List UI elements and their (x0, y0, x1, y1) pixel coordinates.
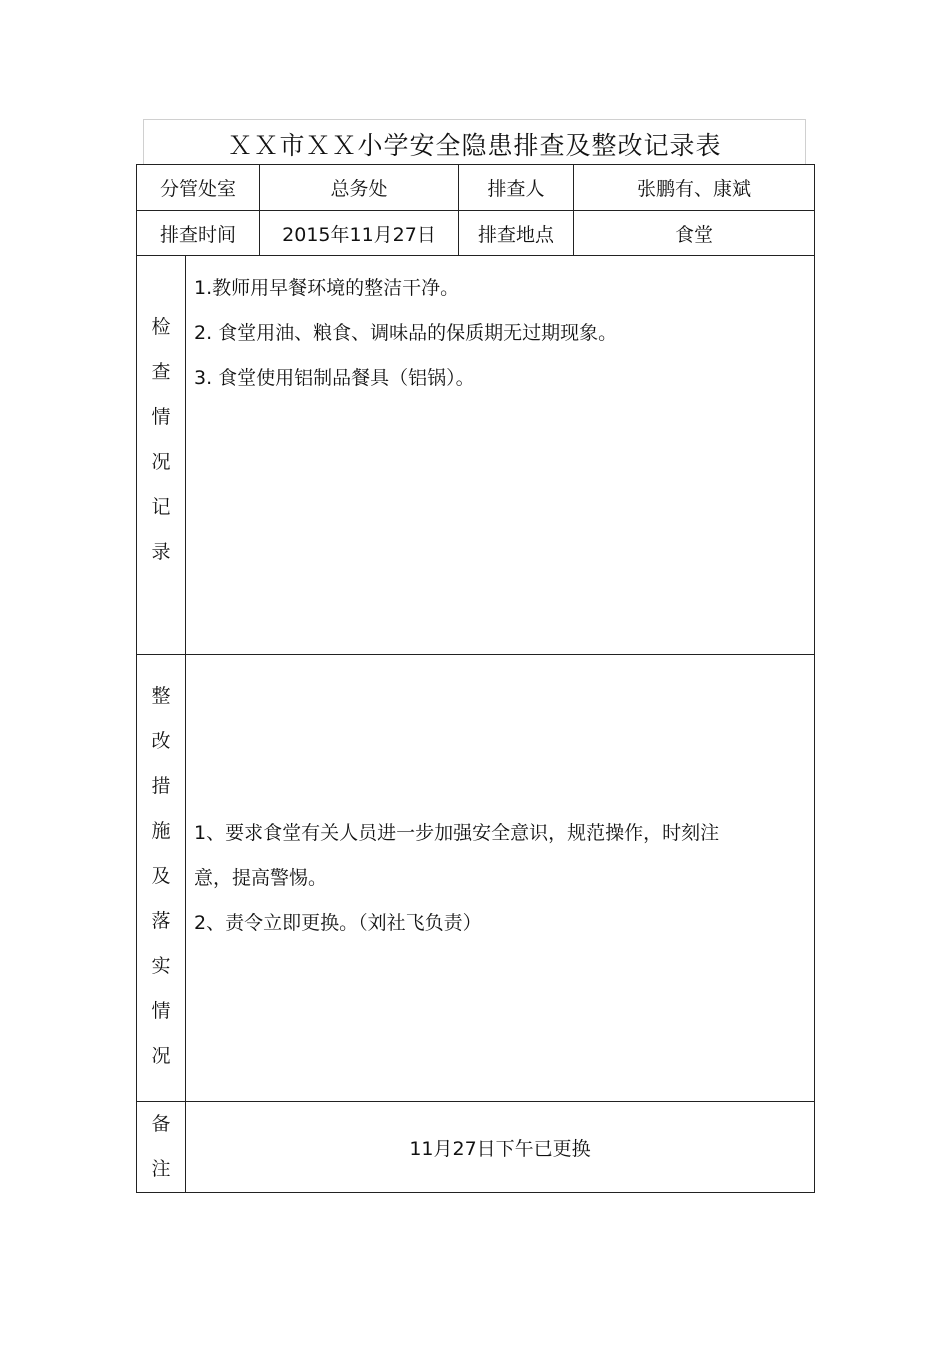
place-label: 排查地点 (459, 211, 574, 256)
rectification-label-char: 施 (151, 819, 171, 842)
rectification-label-char: 实 (151, 954, 171, 977)
rectification-label-char: 况 (151, 1044, 171, 1067)
inspection-row (137, 256, 815, 655)
inspection-label-char: 情 (151, 406, 171, 428)
rectification-label-char: 措 (151, 774, 171, 797)
header-row-2 (137, 211, 815, 256)
rectification-item: 2、责令立即更换。（刘社飞负责） (194, 911, 482, 934)
inspector-label: 排查人 (459, 165, 574, 211)
remarks-label (137, 1102, 186, 1193)
rectification-label-char: 整 (151, 684, 171, 707)
dept-label: 分管处室 (137, 165, 260, 211)
inspection-item: 1.教师用早餐环境的整洁干净。 (194, 277, 460, 299)
record-table (136, 164, 815, 1193)
rectification-label-char: 情 (151, 999, 171, 1022)
inspection-item: 3. 食堂使用铝制品餐具（铝锅）。 (194, 367, 475, 389)
time-label: 排查时间 (137, 211, 260, 256)
rectification-item: 意，提高警惕。 (194, 866, 328, 889)
rectification-label-char: 改 (151, 729, 171, 752)
inspection-label-char: 录 (151, 541, 171, 563)
inspection-label-char: 况 (151, 451, 171, 473)
rectification-label-char: 及 (151, 864, 171, 887)
inspection-label-char: 记 (151, 496, 171, 518)
inspector-value: 张鹏有、康斌 (574, 165, 815, 211)
time-value: 2015年11月27日 (260, 211, 459, 256)
remarks-row (137, 1102, 815, 1193)
remarks-content: 11月27日下午已更换 (186, 1102, 815, 1193)
page-title: ＸＸ市ＸＸ小学安全隐患排查及整改记录表 (227, 131, 722, 160)
rectification-label (137, 655, 186, 1102)
rectification-item: 1、要求食堂有关人员进一步加强安全意识，规范操作，时刻注 (194, 821, 720, 844)
rectification-row (137, 655, 815, 1102)
remarks-label-char: 备 (151, 1113, 171, 1135)
rectification-label-char: 落 (151, 909, 171, 932)
inspection-label-char: 检 (151, 316, 171, 338)
title-box (143, 119, 806, 164)
inspection-label-char: 查 (151, 361, 171, 383)
rectification-content (186, 655, 815, 1102)
place-value: 食堂 (574, 211, 815, 256)
inspection-content (186, 256, 815, 655)
header-row-1 (137, 165, 815, 211)
inspection-item: 2. 食堂用油、粮食、调味品的保质期无过期现象。 (194, 322, 618, 344)
remarks-label-char: 注 (151, 1158, 171, 1180)
dept-value: 总务处 (260, 165, 459, 211)
inspection-label (137, 256, 186, 655)
